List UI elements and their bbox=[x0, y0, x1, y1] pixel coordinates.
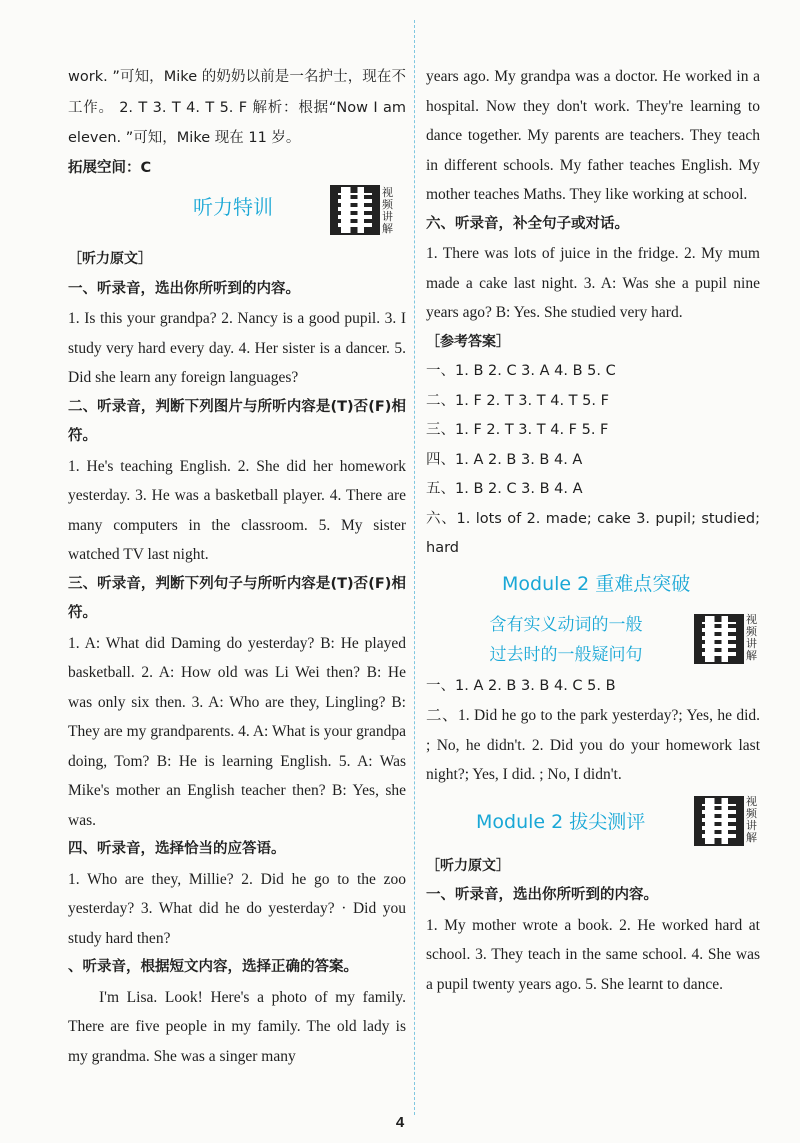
section-4-title: 四、听录音，选择恰当的应答语。 bbox=[68, 841, 286, 857]
answer-paragraph-1: work. ”可知，Mike 的奶奶以前是一名护士，现在不工作。 2. T 3. T 4. T 5. F 解析：根据“Now I am eleven. ”可知，Mike 现在 11 岁。 bbox=[68, 69, 407, 146]
extension-answer: 拓展空间：C bbox=[68, 159, 152, 176]
listening-script-label-2: ［听力原文］ bbox=[426, 857, 510, 874]
section-3-text: 1. A: What did Daming do yesterday? B: He played basketball. 2. A: How old was Li Wei then? B: He was only six then. 3. A: Who are they, Lingling? B: They are my grandparents. 4. A: What is your grandpa doing, Tom? B: He is learning English. 5. A: Was Mike's mother an English teacher then? B: Yes, she was. bbox=[68, 634, 406, 829]
qr-code-icon[interactable] bbox=[694, 614, 744, 664]
video-explain-label: 视频讲解 bbox=[746, 612, 757, 662]
column-divider bbox=[414, 20, 415, 1115]
subtopic-banner bbox=[426, 608, 760, 672]
section-6-text: 1. There was lots of juice in the fridge. 2. My mum made a cake last night. 3. A: Was she a pupil nine years ago? B: Yes. She studied very hard. bbox=[426, 245, 760, 321]
section-1-text: 1. Is this your grandpa? 2. Nancy is a good pupil. 3. I study very hard every day. 4. Her sister is a dancer. 5. Did she learn any foreign languages? bbox=[68, 310, 406, 386]
video-explain-label: 视频讲解 bbox=[746, 794, 757, 844]
reference-answers-label: ［参考答案］ bbox=[426, 333, 510, 350]
module-title-1: Module 2 重难点突破 bbox=[502, 572, 691, 595]
section-5-text: I'm Lisa. Look! Here's a photo of my family. There are five people in my family. The old lady is my grandma. She was a singer many bbox=[68, 988, 406, 1065]
answer-line-1: 一、1. B 2. C 3. A 4. B 5. C bbox=[426, 363, 616, 379]
answer-line-2: 二、1. F 2. T 3. T 4. T 5. F bbox=[426, 392, 609, 409]
section-3-title: 三、听录音，判断下列句子与所听内容是(T)否(F)相符。 bbox=[68, 575, 406, 621]
section-2-text: 1. He's teaching English. 2. She did her homework yesterday. 3. He was a basketball player. 4. There are many computers in the classroom. 5. My sister watched TV last night. bbox=[68, 457, 406, 563]
test-section-1-text: 1. My mother wrote a book. 2. He worked hard at school. 3. They teach in the same school. 4. She was a pupil twenty years ago. 5. She learnt to dance. bbox=[426, 916, 760, 993]
module-answer-1: 一、1. A 2. B 3. B 4. C 5. B bbox=[426, 677, 616, 694]
subtopic-line-1: 含有实义动词的一般 bbox=[489, 614, 643, 635]
module-key-points-banner bbox=[426, 564, 760, 608]
video-explain-label: 视频讲解 bbox=[382, 186, 393, 235]
answer-line-5: 五、1. B 2. C 3. B 4. A bbox=[426, 481, 583, 497]
section-2-title: 二、听录音，判断下列图片与所听内容是(T)否(F)相符。 bbox=[68, 398, 406, 444]
module-test-banner bbox=[426, 790, 760, 852]
page-number: 4 bbox=[395, 1114, 405, 1131]
right-column bbox=[426, 62, 760, 999]
test-section-1-title: 一、听录音，选出你所听到的内容。 bbox=[426, 887, 658, 903]
qr-code-icon[interactable] bbox=[330, 185, 380, 235]
section-4-text: 1. Who are they, Millie? 2. Did he go to the zoo yesterday? 3. What did he do yesterday? · Did you study hard then? bbox=[68, 870, 406, 947]
qr-code-icon[interactable] bbox=[694, 796, 744, 846]
listening-training-banner bbox=[68, 183, 406, 245]
answer-line-3: 三、1. F 2. T 3. T 4. F 5. F bbox=[426, 422, 609, 438]
module-answer-2: 二、1. Did he go to the park yesterday?; Yes, he did. ; No, he didn't. 2. Did you do your homework last night?; Yes, I did. ; No, I didn't. bbox=[426, 707, 760, 783]
section-6-title: 六、听录音，补全句子或对话。 bbox=[426, 215, 629, 232]
section-1-title: 一、听录音，选出你所听到的内容。 bbox=[68, 280, 300, 297]
section-title: 听力特训 bbox=[193, 195, 273, 219]
answer-line-4: 四、1. A 2. B 3. B 4. A bbox=[426, 451, 583, 468]
listening-script-label: ［听力原文］ bbox=[68, 251, 152, 267]
section-5-continued: years ago. My grandpa was a doctor. He worked in a hospital. Now they don't work. They're learning to dance together. My parents are teachers. They teach in different schools. My father teaches English. My mother teaches Maths. They like working at school. bbox=[426, 68, 760, 203]
subtopic-line-2: 过去时的一般疑问句 bbox=[489, 644, 643, 665]
section-5-title: 、听录音，根据短文内容，选择正确的答案。 bbox=[68, 959, 358, 975]
answer-line-6: 六、1. lots of 2. made; cake 3. pupil; studied; hard bbox=[426, 510, 760, 556]
module-title-2: Module 2 拔尖测评 bbox=[476, 810, 646, 833]
left-column bbox=[68, 62, 406, 1071]
